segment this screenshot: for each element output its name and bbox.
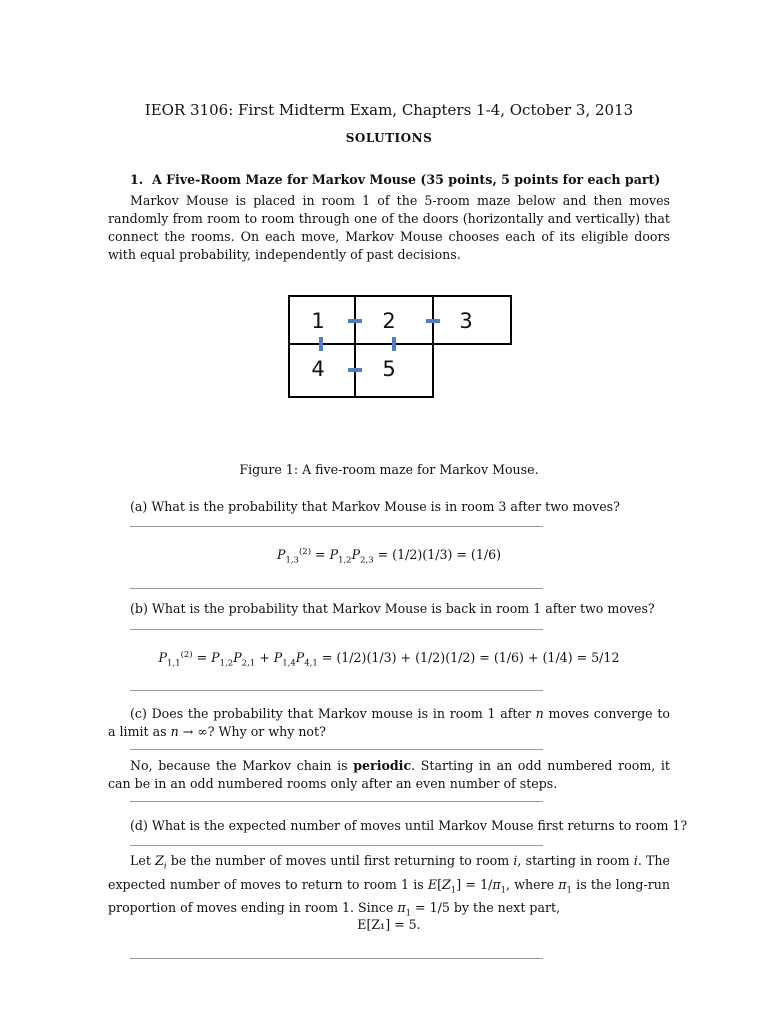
problem-heading [108,171,670,189]
maze-room-3-label: 3 [459,309,473,333]
divider [130,629,543,630]
part-c-answer [108,757,670,793]
divider [130,958,543,959]
divider [130,690,543,691]
maze-door-1-4 [319,337,323,351]
divider [130,749,543,750]
maze-room-5-label: 5 [382,357,396,381]
page-title: IEOR 3106: First Midterm Exam, Chapters 1-4, October 3, 2013 [144,101,634,119]
part-b-question: (b) What is the probability that Markov Mouse is back in room 1 after two moves? [130,601,655,616]
part-b-answer-value: = (1/2)(1/3) + (1/2)(1/2) = (1/6) + (1/4) = 5/12 [321,650,620,666]
maze-door-4-5 [348,368,362,372]
problem-intro: Markov Mouse is placed in room 1 of the 5-room maze below and then moves randomly from room to room through one of the doors (horizontally and vertically) that connect the rooms. On each move, Markov Mouse chooses each of its eligible doors with equal probability, independently of past decisions. [108,193,670,262]
maze-door-2-5 [392,337,396,351]
maze-door-2-3 [426,319,440,323]
maze-figure [285,292,515,402]
part-d-answer-text: be the number of moves until first returning to room [170,853,510,868]
part-c-answer-text: No, because the Markov chain is [130,758,348,773]
part-d-answer-text: is the long-run proportion of moves ending in room 1. Since [108,876,670,916]
problem-title: A Five-Room Maze for Markov Mouse [151,172,417,187]
problem-number: 1. [130,172,144,187]
divider [130,588,543,589]
part-c-question: (c) Does the probability that Markov mouse is in room 1 after n moves converge to a limit as n → ∞? Why or why not? [108,706,670,739]
part-b-answer: $P_{1,1}^{(2)} = P_{1,2}P_{2,1} + P_{1,4}P_{4,1} = (1/2)(1/3) + (1/2)(1/2) = (1/6) + (1/4) = 5/12$ [158,650,620,669]
part-a-question: (a) What is the probability that Markov Mouse is in room 3 after two moves? [130,499,620,514]
maze-room-4-label: 4 [311,357,325,381]
divider [130,526,543,527]
part-a-answer-value: = (1/2)(1/3) = (1/6) [377,547,502,563]
part-d-answer-text: Let [130,853,151,868]
page-subtitle: SOLUTIONS [345,131,433,145]
part-c-answer-text: . Starting in an odd numbered room, it can be in an odd numbered rooms only after an even number of steps. [108,758,670,791]
part-c-question-text: moves converge to a limit [108,706,670,739]
part-d-question: (d) What is the expected number of moves until Markov Mouse first returns to room 1? [130,818,688,833]
maze-room-1-label: 1 [311,309,325,333]
part-d-answer-text: , starting in room [517,853,630,868]
maze-door-1-2 [348,319,362,323]
maze-room-2-label: 2 [382,309,396,333]
divider [130,845,543,846]
part-d-answer-text: by the next part, [453,900,561,916]
divider [130,801,543,802]
part-d-answer-text: , where [506,876,555,892]
problem-points: (35 points, 5 points for each part) [420,172,661,187]
part-d-result: E[Z₁] = 5. [357,917,421,932]
part-a-answer: $P_{1,3}^{(2)} = P_{1,2}P_{2,3} = (1/2)(1/3) = (1/6)$ [276,547,502,566]
part-c-answer-bold: periodic [353,758,412,773]
part-d-answer: Let $Z_i$ be the number of moves until first returning to room i, starting in room i. The expected number of moves to return to room 1 is $E[Z_1] = 1/\pi_1$, where $\pi_1$ is the long-run proportion of moves ending in room 1. Since $\pi_1 = 1/5$ by the next part, [108,853,670,919]
part-d-answer-text: . The expected number of moves to return to room 1 is [108,853,670,892]
part-c-question-text: (c) Does the probability that Markov mouse is in room 1 after [130,706,531,721]
figure-caption: Figure 1: A five-room maze for Markov Mouse. [239,462,539,477]
part-c-question-text: ? Why or why not? [207,724,326,739]
